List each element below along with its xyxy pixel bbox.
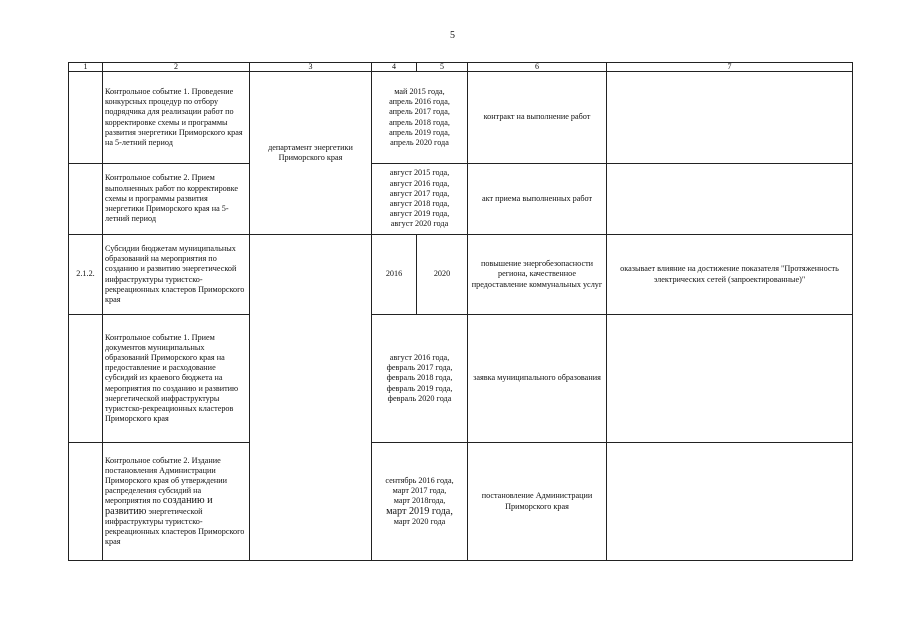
result-cell: заявка муниципального образования bbox=[468, 315, 607, 443]
date-line: апрель 2020 года bbox=[390, 137, 449, 147]
table-row bbox=[69, 72, 853, 164]
row-number: 2.1.2. bbox=[69, 235, 103, 315]
column-header: 5 bbox=[417, 63, 468, 72]
indicator-cell bbox=[607, 443, 853, 561]
date-line: август 2016 года, bbox=[389, 352, 450, 362]
result-cell: повышение энергобезопасности региона, качественное предоставление коммунальных услуг bbox=[468, 235, 607, 315]
start-year: 2016 bbox=[372, 235, 417, 315]
indicator-cell bbox=[607, 72, 853, 164]
row-number bbox=[69, 72, 103, 164]
indicator-cell: оказывает влияние на достижение показателя "Протяженность электрических сетей (запроектированные)" bbox=[607, 235, 853, 315]
page-number: 5 bbox=[450, 30, 455, 41]
executor-cell-empty bbox=[250, 235, 372, 561]
date-line: август 2015 года, bbox=[389, 168, 450, 178]
date-line: август 2018 года, bbox=[389, 199, 450, 208]
row-number bbox=[69, 443, 103, 561]
date-line: февраль 2020 года bbox=[387, 393, 452, 403]
date-line: август 2017 года, bbox=[389, 188, 450, 198]
end-year: 2020 bbox=[417, 235, 468, 315]
column-header: 2 bbox=[103, 63, 250, 72]
date-line: август 2020 года bbox=[390, 219, 449, 229]
date-line: март 2018года, bbox=[393, 496, 446, 506]
date-line: февраль 2017 года, bbox=[386, 363, 453, 373]
date-line: апрель 2019 года, bbox=[389, 127, 450, 137]
date-line: февраль 2019 года, bbox=[386, 383, 453, 393]
row-number bbox=[69, 315, 103, 443]
dates-cell bbox=[372, 443, 468, 561]
measures-table bbox=[68, 62, 853, 561]
column-header: 4 bbox=[372, 63, 417, 72]
date-line: март 2019 года, bbox=[386, 505, 453, 517]
header-row bbox=[69, 63, 853, 72]
table-row bbox=[69, 315, 853, 443]
result-cell: контракт на выполнение работ bbox=[468, 72, 607, 164]
column-header: 1 bbox=[69, 63, 103, 72]
date-line: сентябрь 2016 года, bbox=[385, 475, 454, 485]
date-line: апрель 2017 года, bbox=[389, 107, 450, 117]
table-row bbox=[69, 235, 853, 315]
dates-cell bbox=[372, 315, 468, 443]
column-header: 7 bbox=[607, 63, 853, 72]
date-line: февраль 2018 года, bbox=[386, 373, 453, 383]
date-line: март 2017 года, bbox=[392, 486, 447, 496]
dates-cell bbox=[372, 164, 468, 235]
table-row bbox=[69, 443, 853, 561]
indicator-cell bbox=[607, 164, 853, 235]
measure-name: Контрольное событие 1. Проведение конкурсных процедур по отбору подрядчика для реализации работ по корректировке схемы и программы развития энергетики Приморского края на 5-летний период bbox=[103, 72, 250, 164]
measure-name: Субсидии бюджетам муниципальных образований на мероприятия по созданию и развитию энергетической инфраструктуры туристско-рекреационных кластеров Приморского края bbox=[103, 235, 250, 315]
measure-name: Контрольное событие 2. Прием выполненных работ по корректировке схемы и программы развития энергетики Приморского края на 5-летний период bbox=[103, 164, 250, 235]
measure-name-part: Контрольное событие 2. Издание постановления Администрации Приморского края об утверждении распределения субсидий на мероприятия по bbox=[105, 455, 227, 506]
date-line: май 2015 года, bbox=[394, 86, 445, 96]
result-cell: акт приема выполненных работ bbox=[468, 164, 607, 235]
executor-cell: департамент энергетики Приморского края bbox=[250, 72, 372, 235]
date-line: август 2019 года, bbox=[389, 209, 450, 219]
measure-name-part: энергетической инфраструктуры туристско-рекреационных кластеров Приморского края bbox=[105, 506, 245, 547]
table-row bbox=[69, 164, 853, 235]
measure-name bbox=[103, 443, 250, 561]
date-line: март 2020 года bbox=[393, 516, 446, 526]
date-line: апрель 2018 года, bbox=[389, 117, 450, 127]
measure-name: Контрольное событие 1. Прием документов муниципальных образований Приморского края на предоставление и расходование субсидий из краевого бюджета на мероприятия по созданию и развитию энергетической инфраструктуры туристско-рекреационных кластеров Приморского края bbox=[103, 315, 250, 443]
column-header: 6 bbox=[468, 63, 607, 72]
indicator-cell bbox=[607, 315, 853, 443]
dates-cell bbox=[372, 72, 468, 164]
result-cell: постановление Администрации Приморского края bbox=[468, 443, 607, 561]
column-header: 3 bbox=[250, 63, 372, 72]
date-line: август 2016 года, bbox=[389, 178, 450, 188]
date-line: апрель 2016 года, bbox=[389, 97, 450, 107]
measure-name-part: созданию и развитию bbox=[105, 495, 213, 517]
row-number bbox=[69, 164, 103, 235]
